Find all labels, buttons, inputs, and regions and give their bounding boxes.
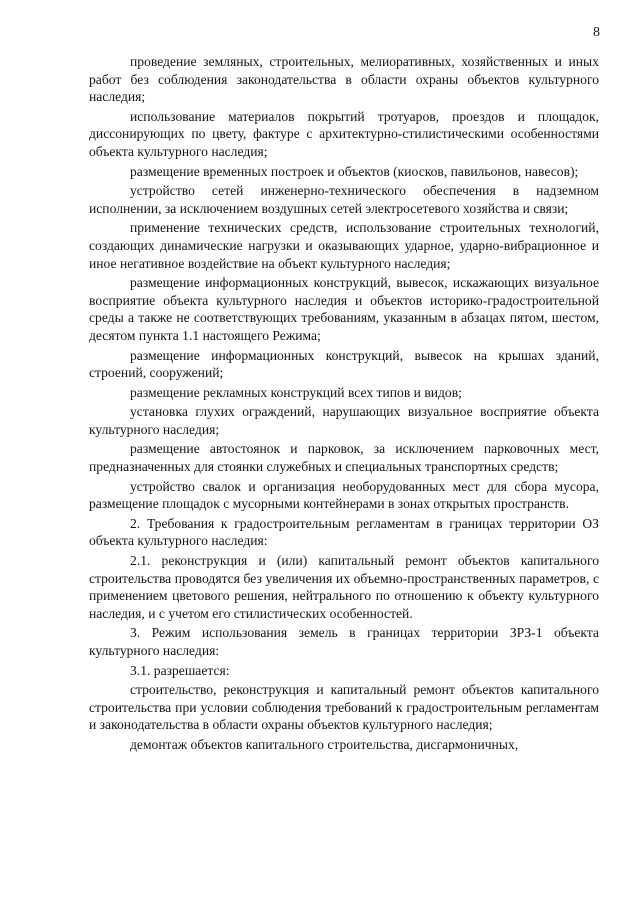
- paragraph: 2. Требования к градостроительным регламентам в границах территории ОЗ объекта культурного наследия:: [89, 515, 599, 549]
- document-body: [89, 53, 599, 754]
- paragraph: использование материалов покрытий тротуаров, проездов и площадок, диссонирующих по цвету, фактуре с архитектурно-стилистическими особенностями объекта культурного наследия;: [89, 108, 599, 159]
- paragraph: размещение рекламных конструкций всех типов и видов;: [130, 384, 462, 400]
- paragraph: устройство сетей инженерно-технического обеспечения в надземном исполнении, за исключением воздушных сетей электросетевого хозяйства и связи;: [89, 183, 599, 216]
- paragraph: 2.1. реконструкция и (или) капитальный ремонт объектов капитального строительства проводятся без увеличения их объемно-пространственных параметров, с применением цветового решения, нейтрального по отношению к объекту культурного наследия, и с учетом его стилистических особенностей.: [89, 553, 599, 621]
- paragraph: 3. Режим использования земель в границах территории ЗРЗ-1 объекта культурного наследия:: [89, 625, 599, 658]
- page-number: 8: [593, 25, 600, 40]
- paragraph: демонтаж объектов капитального строительства, дисгармоничных,: [130, 736, 519, 752]
- paragraph: размещение временных построек и объектов (киосков, павильонов, навесов);: [130, 163, 579, 179]
- paragraph: размещение информационных конструкций, вывесок на крышах зданий, строений, сооружений;: [89, 347, 599, 381]
- paragraph: проведение земляных, строительных, мелиоративных, хозяйственных и иных работ без соблюдения законодательства в области охраны объектов культурного наследия;: [89, 54, 599, 105]
- paragraph: 3.1. разрешается:: [130, 662, 230, 678]
- paragraph: установка глухих ограждений, нарушающих визуальное восприятие объекта культурного наследия;: [89, 404, 599, 437]
- paragraph: размещение информационных конструкций, вывесок, искажающих визуальное восприятие объекта культурного наследия и объектов историко-градостроительной среды а также не соответствующих требованиям, указанным в абзацах пятом, шестом, десятом пункта 1.1 настоящего Режима;: [89, 275, 599, 343]
- paragraph: применение технических средств, использование строительных технологий, создающих динамические нагрузки и оказывающих ударное, ударно-вибрационное и иное негативное воздействие на объект культурного наследия;: [89, 220, 599, 271]
- paragraph: размещение автостоянок и парковок, за исключением парковочных мест, предназначенных для стоянки служебных и специальных транспортных средств;: [89, 441, 599, 475]
- paragraph: устройство свалок и организация необорудованных мест для сбора мусора, размещение площадок с мусорными контейнерами в зонах открытых пространств.: [89, 478, 599, 512]
- paragraph: строительство, реконструкция и капитальный ремонт объектов капитального строительства при условии соблюдения требований к градостроительным регламентам и законодательства в области охраны объектов культурного наследия;: [89, 682, 599, 733]
